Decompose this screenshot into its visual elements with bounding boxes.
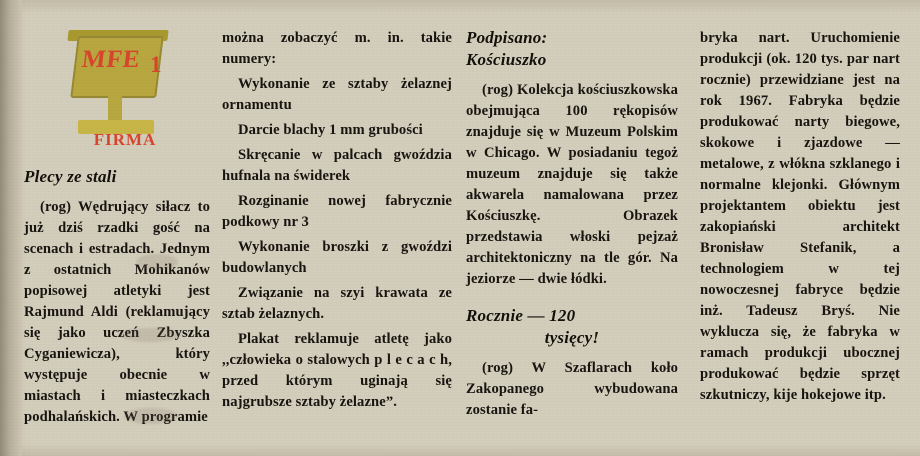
paragraph-kosciuszko: (rog) Kolekcja kościuszkowska obejmująca 100 rękopisów znajduje się w Muzeum Polskim w Chicago. W posiadaniu tegoż muzeum znajduje się także akwarela namalowana przez Kościuszkę. Obrazek przedstawia włoski pejzaż architektoniczny na tle gór. Na jeziorze — dwie łódki. (466, 82, 678, 287)
paragraph-szaflary: (rog) W Szaflarach koło Zakopanego wybudowana zostanie fa- (466, 360, 678, 418)
list-item: Darcie blachy 1 mm grubości (238, 122, 423, 138)
headline-plecy-ze-stali: Plecy ze stali (24, 167, 117, 186)
column-1 (24, 28, 210, 432)
logo-footer-text: FIRMA (93, 130, 157, 149)
headline-podpisano: Podpisano: (466, 28, 548, 47)
logo-brand-text: MFE (80, 46, 143, 73)
page-left-edge-shadow (0, 0, 22, 456)
headline-tysiecy: tysięcy! (544, 328, 600, 347)
list-item: Skręcanie w palcach gwoździa hufnala na świderek (222, 147, 452, 184)
list-item: Wykonanie ze sztaby żelaznej ornamentu (222, 76, 452, 113)
column-2 (222, 28, 452, 417)
list-item: Związanie na szyi krawata ze sztab żelaznych. (222, 285, 452, 322)
paragraph-plecy-ze-stali: (rog) Wędrujący siłacz to już dziś rzadki gość na scenach i estradach. Jednym z ostatnich Mohikanów popisowej atletyki jest Rajmund Aldi (reklamujący się jako uczeń Zbyszka Cyganiewicza), który występuje obecnie w miastach i miasteczkach podhalańskich. W programie (24, 199, 210, 425)
paragraph-intro: można zobaczyć m. in. takie numery: (222, 30, 452, 67)
logo-post-shape (108, 92, 122, 122)
column-3 (466, 28, 678, 425)
paragraph-plakat: Plakat reklamuje atletę jako ,,człowieka o stalowych p l e c a c h, przed którym uginają się najgrubsze sztaby żelazne”. (222, 331, 452, 410)
headline-rocznie: Rocznie — 120 (466, 306, 576, 325)
logo-number-text: 1 (150, 52, 162, 77)
column-4 (700, 28, 900, 410)
paragraph-fabryka-nart: bryka nart. Uruchomienie produkcji (ok. 120 tys. par nart rocznie) przewidziane jest na rok 1967. Fabryka będzie produkować narty biegowe, skokowe i zjazdowe — metalowe, z włókna szklanego i normalne klejonki. Głównym projektantem obiektu jest zakopiański architekt Bronisław Stefanik, a technologiem w tej nowoczesnej fabryce będzie inż. Tadeusz Bryś. Nie wyklucza się, że fabryka w ramach produkcji ubocznej produkować będzie sprzęt szkutniczy, kije hokejowe itp. (700, 30, 900, 403)
list-item: Wykonanie broszki z gwoździ budowlanych (222, 239, 452, 276)
magazine-logo (58, 30, 208, 158)
list-item: Rozginanie nowej fabrycznie podkowy nr 3 (222, 193, 452, 230)
headline-kosciuszko: Kościuszko (466, 50, 547, 69)
